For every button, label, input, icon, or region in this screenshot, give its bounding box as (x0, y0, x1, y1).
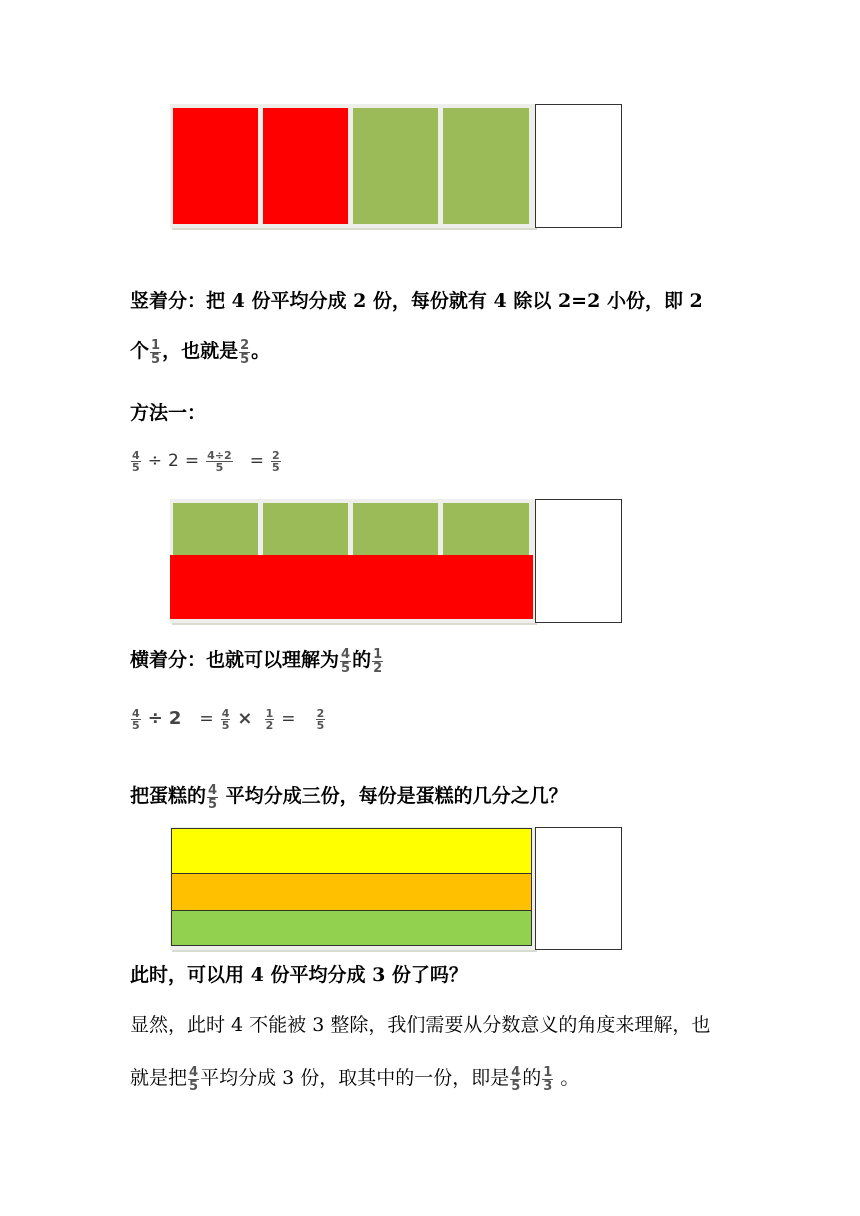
vertical-split-line1: 竖着分：把 4 份平均分成 2 份，每份就有 4 除以 2=2 小份，即 2 (130, 290, 703, 312)
method-one-heading: 方法一： (130, 402, 207, 424)
red-band (170, 555, 533, 619)
band-orange (171, 873, 532, 911)
band-green (171, 910, 532, 946)
figure-horizontal-split (170, 499, 535, 623)
part-empty-2 (535, 499, 622, 623)
vertical-split-line2: 个 $\frac{1}{5}$ ，也就是 $\frac{2}{5}$ 。 (130, 337, 271, 367)
part-empty (535, 104, 622, 228)
equation-1: $\frac{4}{5}$ ÷ 2 = $\frac{4\div 2}{5}$ = $\frac{2}{5}$ (132, 448, 280, 474)
band-yellow (171, 828, 532, 874)
figure-three-bands (170, 827, 535, 950)
horizontal-split-text: 横着分：也就可以理解为 $\frac{4}{5}$ 的 $\frac{1}{2}$ (130, 646, 383, 676)
explanation-line2: 就是把 $\frac{4}{5}$ 平均分成 3 份，取其中的一份，即是 $\frac{4}{5}$ 的 $\frac{1}{3}$ 。 (130, 1064, 580, 1094)
explanation-line1: 显然，此时 4 不能被 3 整除，我们需要从分数意义的角度来理解，也 (130, 1014, 711, 1036)
figure-vertical-split (170, 104, 535, 228)
part-empty-3 (535, 827, 622, 950)
part-red-2 (263, 108, 348, 224)
follow-up-question: 此时，可以用 4 份平均分成 3 份了吗？ (130, 964, 468, 986)
part-green-1 (353, 108, 438, 224)
part-green-2 (443, 108, 529, 224)
equation-2: $\frac{4}{5}$ ÷ 2 = $\frac{4}{5}$ × $\frac{1}{2}$ = $\frac{2}{5}$ (132, 706, 325, 732)
cake-question: 把蛋糕的 $\frac{4}{5}$ 平均分成三份，每份是蛋糕的几分之几？ (130, 782, 568, 812)
part-red-1 (173, 108, 258, 224)
